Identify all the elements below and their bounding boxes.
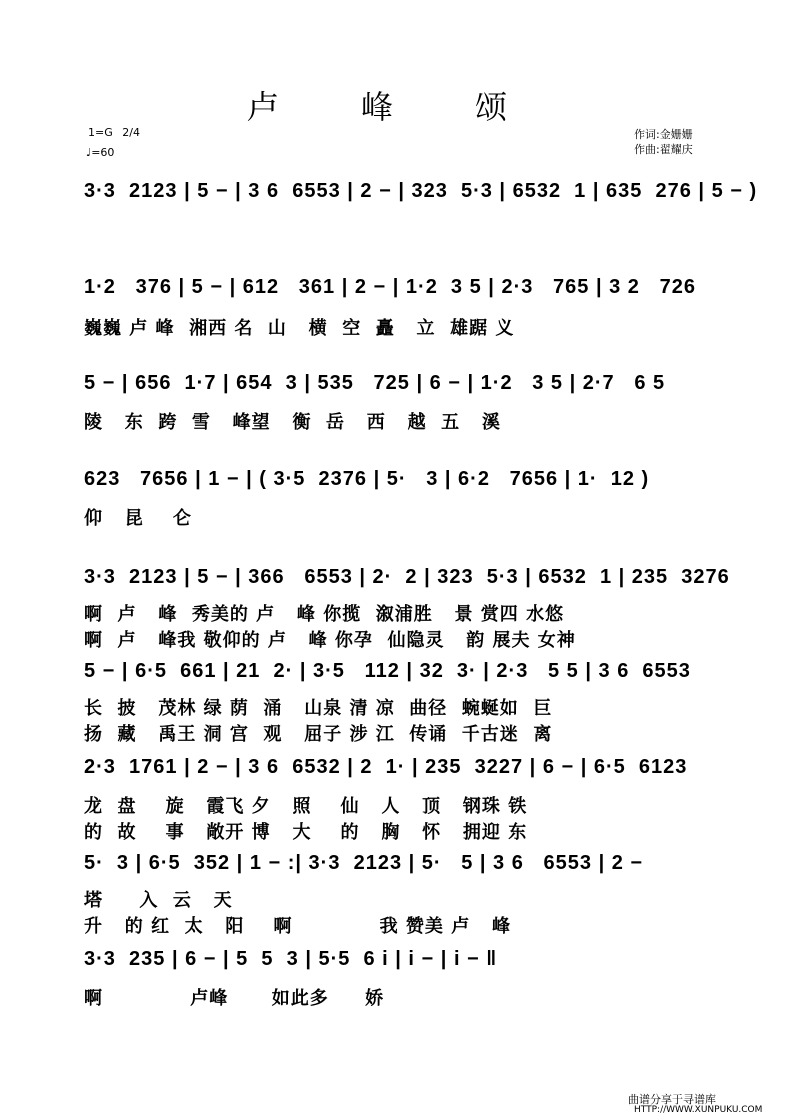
score-row-3: 5 − | 656 1·7 | 654 3 | 535 725 | 6 − | 1·2 3 5 | 2·7 6 5 — [84, 372, 666, 394]
lyric-row-6b: 扬 藏 禹王 洞 宫 观 屈子 涉 江 传诵 千古迷 离 — [84, 724, 553, 745]
tempo-mark: ♩=60 — [86, 146, 115, 159]
composer-credit: 作曲:翟耀庆 — [634, 143, 693, 156]
score-row-6: 5 − | 6·5 661 | 21 2· | 3·5 112 | 32 3· | 2·3 5 5 | 3 6 6553 — [84, 660, 691, 682]
key-label: 1=G — [88, 126, 113, 139]
lyricist-credit: 作词:金姗姗 — [634, 128, 693, 141]
lyric-row-7a: 龙 盘 旋 霞飞 夕 照 仙 人 顶 钢珠 铁 — [84, 796, 528, 817]
score-row-9: 3·3 235 | 6 − | 5 5 3 | 5·5 6 i | i − | i − ‖ — [84, 948, 498, 970]
footer-site-name: 曲谱分享于寻谱库 — [628, 1093, 716, 1106]
score-row-8: 5· 3 | 6·5 352 | 1 − :| 3·3 2123 | 5· 5 | 3 6 6553 | 2 − — [84, 852, 644, 874]
lyric-row-8b: 升 的 红 太 阳 啊 我 赞美 卢 峰 — [84, 916, 511, 937]
time-signature: 2/4 — [122, 126, 140, 139]
footer-url[interactable]: HTTP://WWW.XUNPUKU.COM — [634, 1105, 763, 1115]
credits — [634, 127, 693, 157]
score-row-5: 3·3 2123 | 5 − | 366 6553 | 2· 2 | 323 5·3 | 6532 1 | 235 3276 — [84, 566, 730, 588]
score-row-2: 1·2 376 | 5 − | 612 361 | 2 − | 1·2 3 5 | 2·3 765 | 3 2 726 — [84, 276, 696, 298]
lyric-row-2: 巍巍 卢 峰 湘西 名 山 横 空 矗 立 雄踞 义 — [84, 318, 515, 339]
lyric-row-7b: 的 故 事 敞开 博 大 的 胸 怀 拥迎 东 — [84, 822, 528, 843]
lyric-row-5b: 啊 卢 峰我 敬仰的 卢 峰 你孕 仙隐灵 韵 展夫 女神 — [84, 630, 576, 651]
lyric-row-3: 陵 东 跨 雪 峰望 衡 岳 西 越 五 溪 — [84, 412, 501, 433]
score-row-7: 2·3 1761 | 2 − | 3 6 6532 | 2 1· | 235 3227 | 6 − | 6·5 6123 — [84, 756, 688, 778]
lyric-row-5a: 啊 卢 峰 秀美的 卢 峰 你揽 溆浦胜 景 赏四 水悠 — [84, 604, 565, 625]
lyric-row-8a: 塔 入 云 天 — [84, 890, 233, 911]
lyric-row-9: 啊 卢峰 如此多 娇 — [84, 988, 385, 1009]
song-title: 卢 峰 颂 — [246, 88, 544, 126]
lyric-row-4: 仰 昆 仑 — [84, 508, 192, 529]
key-signature — [88, 126, 140, 139]
score-row-1: 3·3 2123 | 5 − | 3 6 6553 | 2 − | 323 5·3 | 6532 1 | 635 276 | 5 − ) — [84, 180, 758, 202]
score-row-4: 623 7656 | 1 − | ( 3·5 2376 | 5· 3 | 6·2 7656 | 1· 12 ) — [84, 468, 650, 490]
lyric-row-6a: 长 披 茂林 绿 荫 涌 山泉 清 凉 曲径 蜿蜒如 巨 — [84, 698, 553, 719]
